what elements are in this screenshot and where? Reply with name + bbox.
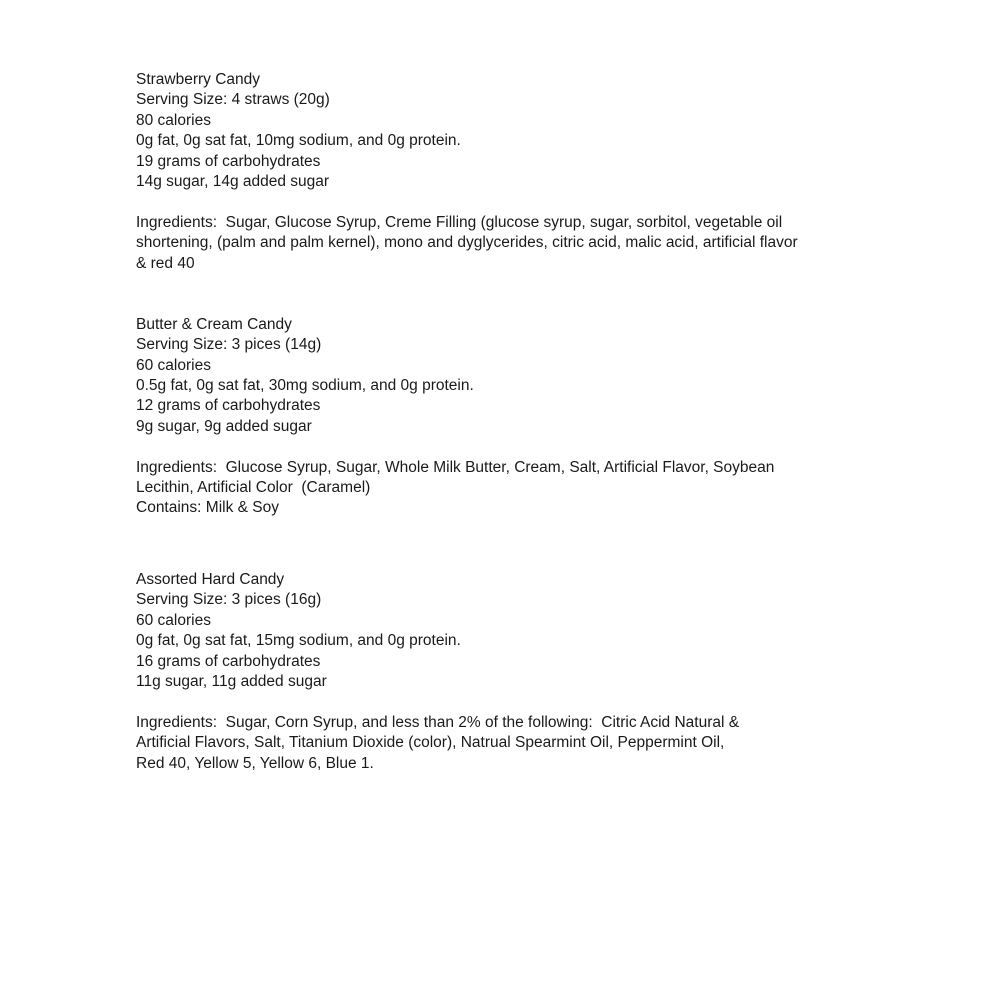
calories: 80 calories	[136, 111, 211, 129]
product-section-strawberry	[136, 70, 876, 274]
ingredients	[136, 713, 876, 774]
ingredients	[136, 213, 876, 274]
carbohydrates: 12 grams of carbohydrates	[136, 397, 321, 415]
fat-sodium-protein: 0g fat, 0g sat fat, 15mg sodium, and 0g protein.	[136, 632, 461, 650]
carbohydrates: 19 grams of carbohydrates	[136, 152, 321, 170]
sugar: 9g sugar, 9g added sugar	[136, 417, 312, 435]
product-name: Strawberry Candy	[136, 71, 261, 88]
fat-sodium-protein: 0g fat, 0g sat fat, 10mg sodium, and 0g protein.	[136, 132, 461, 150]
ingredients	[136, 458, 876, 499]
fat-sodium-protein: 0.5g fat, 0g sat fat, 30mg sodium, and 0g protein.	[136, 377, 474, 395]
calories: 60 calories	[136, 611, 211, 629]
calories: 60 calories	[136, 356, 211, 374]
allergen-contains: Contains: Milk & Soy	[136, 499, 279, 517]
ingredients-line: & red 40	[136, 254, 195, 272]
product-name: Butter & Cream Candy	[136, 315, 292, 333]
ingredients-line: Artificial Flavors, Salt, Titanium Dioxide (color), Natrual Spearmint Oil, Peppermint Oil,	[136, 734, 725, 752]
carbohydrates: 16 grams of carbohydrates	[136, 652, 321, 670]
product-name: Assorted Hard Candy	[136, 570, 285, 588]
nutrition-document	[136, 70, 876, 774]
ingredients-line: Ingredients: Sugar, Glucose Syrup, Creme Filling (glucose syrup, sugar, sorbitol, vegetable oil	[136, 213, 783, 231]
product-section-assorted-hard	[136, 570, 876, 774]
serving-size: Serving Size: 4 straws (20g)	[136, 91, 330, 109]
serving-size: Serving Size: 3 pices (14g)	[136, 336, 322, 354]
ingredients-line: Ingredients: Sugar, Corn Syrup, and less than 2% of the following: Citric Acid Natural &	[136, 713, 740, 731]
serving-size: Serving Size: 3 pices (16g)	[136, 591, 322, 609]
ingredients-line: Lecithin, Artificial Color (Caramel)	[136, 479, 371, 497]
ingredients-line: shortening, (palm and palm kernel), mono and dyglycerides, citric acid, malic acid, artificial flavor	[136, 234, 798, 252]
ingredients-line: Red 40, Yellow 5, Yellow 6, Blue 1.	[136, 754, 374, 772]
sugar: 11g sugar, 11g added sugar	[136, 672, 327, 690]
sugar: 14g sugar, 14g added sugar	[136, 173, 330, 191]
ingredients-line: Ingredients: Glucose Syrup, Sugar, Whole Milk Butter, Cream, Salt, Artificial Flavor, Soybean	[136, 458, 775, 476]
product-section-butter-cream	[136, 315, 876, 519]
